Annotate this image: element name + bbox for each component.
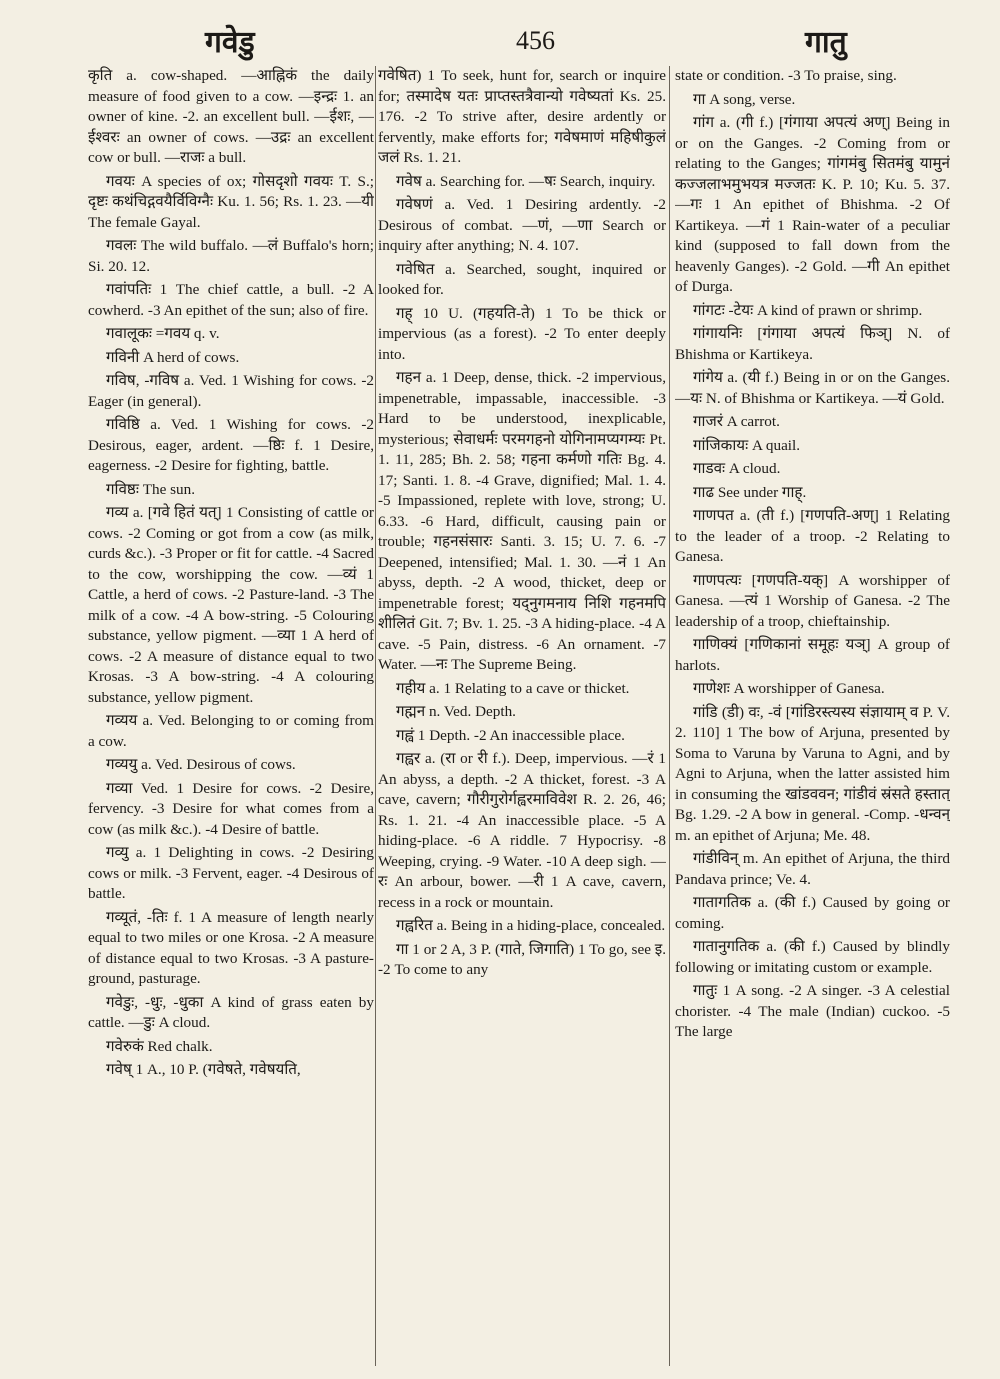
entry: गवांपतिः 1 The chief cattle, a bull. -2 A cowherd. -3 An epithet of the sun; also of fire. — [88, 281, 374, 319]
entry: गह्वर a. (रा or री f.). Deep, impervious. —रं 1 An abyss, a depth. -2 A thicket, forest. -3 A cave, cavern; गौरीगुरोर्गह्वरमाविवेश R. 2. 26, 46; Rs. 1. 21. -4 An inaccessible place. -5 A hiding-place. -6 A riddle. 7 Hypocrisy. -8 Weeping, crying. -9 Water. -10 A deep sigh. —रः An arbour, bower. —री 1 A cave, cavern, recess in a rock or mountain. — [378, 750, 666, 911]
entry: गा A song, verse. — [693, 90, 796, 108]
entry: गवेरुकं Red chalk. — [106, 1037, 213, 1055]
right-guide-word: गातु — [805, 25, 847, 60]
entry: गाणपत्यः [गणपति-यक्] A worshipper of Ganesa. —त्यं 1 Worship of Ganesa. -2 The leadership of a troop, chieftainship. — [675, 571, 950, 630]
entry: गांडि (डी) वः, -वं [गांडिरस्त्यस्य संज्ञायाम् व P. V. 2. 110] 1 The bow of Arjuna, presented by Soma to Varuna by Varuna to Agni, and by Agni to Arjuna, when the latter assisted him in consuming the खांडववन; गांडीवं स्रंसते हस्तात् Bg. 1.29. -2 A bow in general. -Comp. -धन्वन् m. an epithet of Arjuna; Me. 48. — [675, 703, 950, 844]
entry: गवेष् 1 A., 10 P. (गवेषते, गवेषयति, — [106, 1061, 301, 1078]
entry: गव्यूतं, -तिः f. 1 A measure of length nearly equal to two miles or one Krosa. -2 A measure of distance equal to two Krosas. -3 A pasture-ground, pasturage. — [88, 908, 374, 987]
entry: गवालूकः =गवय q. v. — [106, 325, 220, 342]
entry: गह्मन n. Ved. Depth. — [396, 703, 516, 720]
entry: गांग a. (गी f.) [गंगाया अपत्यं अण्] Being in or on the Ganges. -2 Coming from or relating to the Ganges; गांगमंबु सितमंबु यामुनं कज्जलाभमुभयत्र मज्जतः K. P. 10; Ku. 5. 37. —गः 1 An epithet of Bhishma. -2 Of Kartikeya. —गं 1 Rain-water of a peculiar kind (supposed to fall down from the heavenly Ganges). -2 Gold. —गी An epithet of Durga. — [675, 114, 950, 295]
entry: गाजरं A carrot. — [693, 413, 780, 430]
entry: गाणेशः A worshipper of Ganesa. — [693, 680, 885, 697]
entry: गह् 10 U. (गहयति-ते) 1 To be thick or impervious (as a forest). -2 To enter deeply into. — [378, 304, 666, 363]
entry: गविष, -गविष a. Ved. 1 Wishing for cows. -2 Eager (in general). — [88, 372, 374, 410]
entry: गांडीविन् m. An epithet of Arjuna, the third Pandava prince; Ve. 4. — [675, 850, 950, 888]
entry: गहन a. 1 Deep, dense, thick. -2 impervious, impenetrable, impassable, inaccessible. -3 Hard to be understood, inexplicable, mysterious; सेवाधर्मः परमगहनो योगिनामप्यगम्यः Pt. 1. 11, 285; Bh. 2. 58; गहना कर्मणो गतिः Bg. 4. 17; Santi. 1. 8. -4 Grave, dignified; Mal. 1. 4. -5 Impassioned, replete with love, strong; U. 6.33. -6 Hard, difficult, causing pain or trouble; गहनसंसारः Santi. 3. 15; U. 7. 6. -7 Deepened, intensified; Mal. 1. 30. —नं 1 An abyss, depth. -2 A wood, thicket, deep or impenetrable forest; यद्नुगमनाय निशि गहनमपि शीलितं Git. 7; Bv. 1. 25. -3 A hiding-place. -4 A cave. -5 Pain, distress. -6 An ornament. -7 Water. —नः The Supreme Being. — [378, 369, 666, 673]
entry: गवयः A species of ox; गोसदृशो गवयः T. S.; दृष्टः कथंचिद्गवयैर्विविग्नैः Ku. 1. 56; Rs. 1. 23. —यी The female Gayal. — [88, 172, 374, 231]
entry: गव्यय a. Ved. Belonging to or coming from a cow. — [88, 712, 374, 750]
entry: गह्वं 1 Depth. -2 An inaccessible place. — [396, 726, 625, 744]
entry: गातानुगतिक a. (की f.) Caused by blindly following or imitating custom or example. — [675, 938, 950, 976]
entry: गाडवः A cloud. — [693, 460, 781, 477]
entry: गव्या Ved. 1 Desire for cows. -2 Desire, fervency. -3 Desire for what comes from a cow (as milk &c.). -4 Desire of battle. — [88, 779, 374, 838]
page-number: 456 — [516, 26, 555, 55]
entry: गातुः 1 A song. -2 A singer. -3 A celestial chorister. -4 The male (Indian) cuckoo. -5 The large — [675, 982, 950, 1040]
column-3 — [675, 66, 950, 1366]
entry: गाढ See under गाह्. — [693, 483, 807, 501]
column-divider — [669, 66, 670, 1366]
entry: गविष्ठः The sun. — [106, 480, 196, 498]
column-2 — [378, 66, 666, 1366]
entry: गव्य a. [गवे हितं यत्] 1 Consisting of cattle or cows. -2 Coming or got from a cow (as milk, curds &c.). -3 Proper or fit for cattle. -4 Sacred to the cow, worshipping the cow. —व्यं 1 Cattle, a herd of cows. -2 Pasture-land. -3 The milk of a cow. -4 A bow-string. -5 Colouring substance, yellow pigment. —व्या 1 A herd of cows. -2 A measure of distance equal to two Krosas. -3 A bow-string. -4 A colouring substance, yellow pigment. — [88, 504, 374, 706]
entry: गवेषित) 1 To seek, hunt for, search or inquire for; तस्मादेष यतः प्राप्तस्तत्रैवान्यो गवेष्यतां Ks. 25. 176. -2 To strive after, desire ardently or fervently, make efforts for; गवेषमाणं महिषीकुलं जलं Rs. 1. 21. — [378, 67, 666, 166]
entry: गव्ययु a. Ved. Desirous of cows. — [106, 756, 296, 773]
entry: गवेडुः, -धुः, -धुका A kind of grass eaten by cattle. —डुः A cloud. — [88, 993, 374, 1031]
entry: गव्यु a. 1 Delighting in cows. -2 Desiring cows or milk. -3 Fervent, eager. -4 Desirous of battle. — [88, 844, 374, 902]
entry: गाणिक्यं [गणिकानां समूहः यञ्] A group of harlots. — [675, 636, 950, 674]
entry: गांगायनिः [गंगाया अपत्यं फिञ्] N. of Bhishma or Kartikeya. — [675, 325, 950, 363]
entry: गांगटः -टेयः A kind of prawn or shrimp. — [693, 301, 923, 319]
column-divider — [375, 66, 376, 1366]
entry: गवेष a. Searching for. —षः Search, inquiry. — [396, 172, 656, 190]
entry: गवेषित a. Searched, sought, inquired or looked for. — [378, 260, 666, 298]
entry: गह्वरित a. Being in a hiding-place, concealed. — [396, 917, 666, 934]
entry: गहीय a. 1 Relating to a cave or thicket. — [396, 679, 630, 697]
entry: गवलः The wild buffalo. —लं Buffalo's horn; Si. 20. 12. — [88, 237, 374, 275]
entry: गाणपत a. (ती f.) [गणपति-अण्] 1 Relating to the leader of a troop. -2 Relating to Ganesa. — [675, 507, 950, 565]
entry: गविष्ठि a. Ved. 1 Wishing for cows. -2 Desirous, eager, ardent. —ष्ठिः f. 1 Desire, eagerness. -2 Desire for fighting, battle. — [88, 416, 374, 474]
entry: गवेषणं a. Ved. 1 Desiring ardently. -2 Desirous of combat. —णं, —णा Search or inquiry after anything; N. 4. 107. — [378, 196, 666, 254]
column-1 — [88, 66, 374, 1366]
entry: गविनी A herd of cows. — [106, 348, 240, 366]
entry: कृति a. cow-shaped. —आह्निकं the daily measure of food given to a cow. —इन्द्रः 1. an owner of kine. -2. an excellent bull. —ईशः, —ईश्वरः an owner of cows. —उद्रः an excellent cow or bull. —राजः a bull. — [88, 67, 374, 166]
entry: गा 1 or 2 A, 3 P. (गाते, जिगाति) 1 To go, see इ. -2 To come to any — [378, 940, 666, 978]
entry: गांजिकायः A quail. — [693, 436, 801, 454]
left-guide-word: गवेडु — [205, 25, 255, 60]
entry: गांगेय a. (यी f.) Being in or on the Ganges. —यः N. of Bhishma or Kartikeya. —यं Gold. — [675, 369, 950, 407]
entry: गातागतिक a. (की f.) Caused by going or coming. — [675, 894, 950, 932]
entry: state or condition. -3 To praise, sing. — [675, 67, 897, 84]
